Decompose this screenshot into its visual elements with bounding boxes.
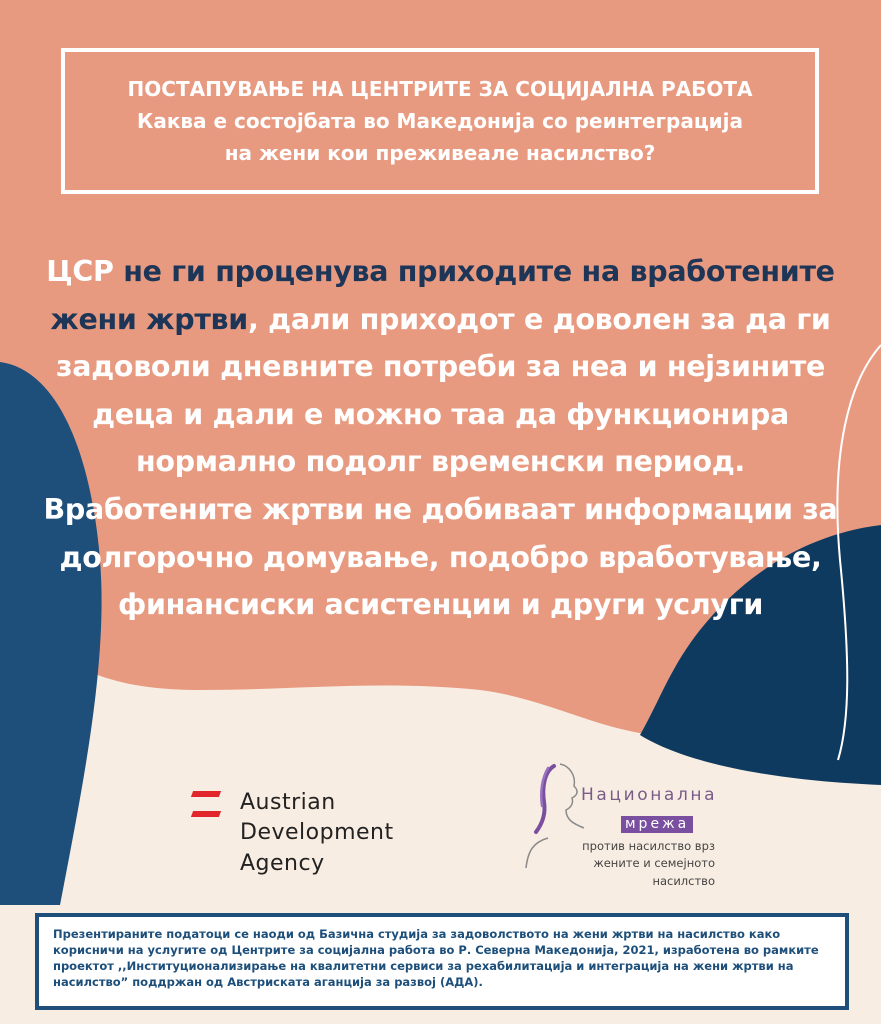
austria-flag-icon <box>192 791 220 817</box>
ada-wordmark <box>240 788 394 879</box>
footer-source-box <box>35 913 849 1010</box>
footer-text: Презентираните податоци се наоди од Базична студија за задоволството на жени жртви на насилство како корисничи на услугите од Центрите за социјална работа во Р. Северна Македонија, 2021, изработена во рамките проектот ,,Институционализирање на квалитетни сервиси за рехабилитација и интеграција на жени жртви на насилство” поддржан од Австриската аганција за развој (АДА). <box>53 927 819 989</box>
national-network-logo <box>514 758 754 898</box>
main-statement <box>40 248 841 629</box>
network-subtitle <box>570 838 715 890</box>
network-sub-1: против насилство врз <box>582 839 715 853</box>
ada-line-1: Austrian <box>240 790 336 815</box>
main-rest: , дали приходот е доволен за да ги задоволи дневните потреби за неа и нејзините деца и дали е можно таа да функционира нормално подолг временски период. Вработените жртви не добиваат информации за долгорочно домување, подобро вработување, финансиски асистенции и други услуги <box>43 302 838 622</box>
header-box <box>61 48 819 194</box>
ada-line-3: Agency <box>240 850 325 876</box>
header-line-3: на жени кои преживеале насилство? <box>224 141 656 165</box>
header-line-2: Каква е состојбата во Македонија со реинтеграција <box>136 109 744 133</box>
main-highlight: не ги проценува приходите на вработените жени жртви <box>50 255 835 336</box>
header-line-1: ПОСТАПУВАЊЕ НА ЦЕНТРИТЕ ЗА СОЦИЈАЛНА РАБОТА <box>127 77 753 101</box>
main-lead: ЦСР <box>46 255 114 288</box>
ada-logo <box>192 788 432 888</box>
network-sub-2: жените и семејното <box>593 856 715 871</box>
network-sub-3: насилство <box>652 873 715 888</box>
ada-line-2: Development <box>240 820 394 846</box>
network-word-2: мрежа <box>621 816 693 833</box>
network-word-1: Национална <box>581 785 718 805</box>
